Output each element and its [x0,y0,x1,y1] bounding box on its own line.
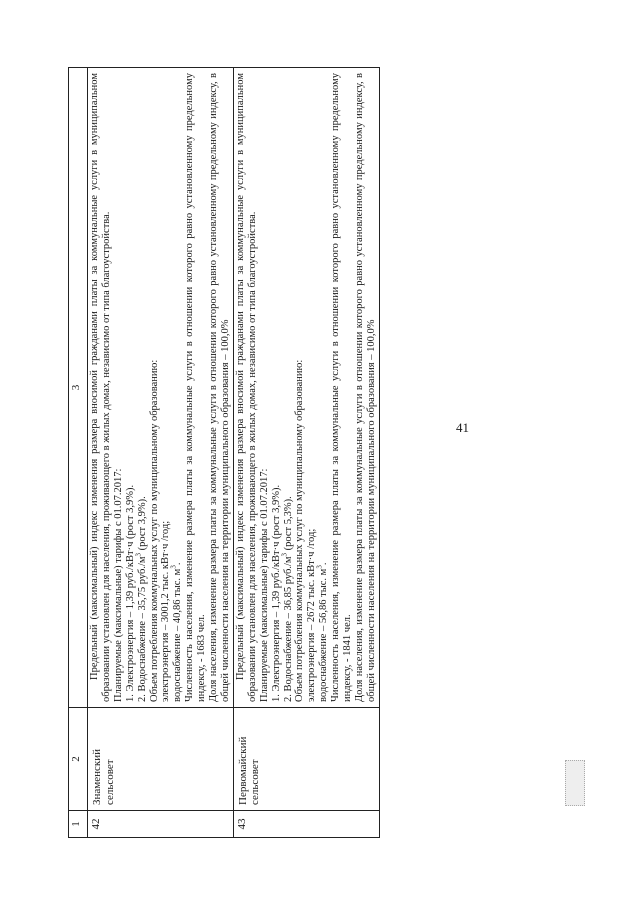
table-header-row [69,68,88,838]
table-row [88,68,234,838]
municipality-name: Первомайский сельсовет [233,708,379,811]
row-number: 43 [233,811,379,838]
tariffs-heading: Планируемые (максимальные) тарифы с 01.07.2017: [112,468,124,702]
electricity-tariff: 1. Электроэнергия – 1,39 руб./кВт·ч (рост 3,9%). [124,484,136,702]
header-col-1: 1 [69,811,88,838]
electricity-tariff: 1. Электроэнергия – 1,39 руб./кВт·ч (рост 3,9%). [270,484,282,702]
water-tariff: 2. Водоснабжение – 35,75 $руб./м^3$ (рост 3,9%). [134,496,148,702]
index-paragraph: Предельный (максимальный) индекс изменения размера вносимой гражданами платы за коммунальные услуги в муниципальном образовании установлен для населения, проживающего в жилых домах, независимо от типа благоустройства. [89,73,112,702]
electricity-consumption: электроэнергия – 2672 тыс. кВт·ч /год; [306,528,318,702]
population-share: Доля населения, изменение размера платы за коммунальные услуги в отношении которого равно установленному предельному индексу, в общей численности населения на территории муниципального образования – 100,0% [353,73,377,702]
index-paragraph: Предельный (максимальный) индекс изменения размера вносимой гражданами платы за коммунальные услуги в муниципальном образовании установлен для населения, проживающего в жилых домах, независимо от типа благоустройства. [234,73,258,702]
electricity-consumption: электроэнергия – 3001,2 тыс. кВт·ч /год; [160,520,172,702]
description-cell [88,68,234,708]
water-consumption: водоснабжение – 56,86 тыс. $м^3$. [315,562,330,702]
scan-stamp-mark [565,760,585,806]
consumption-heading: Объем потребления коммунальных услуг по муниципальному образованию: [294,359,306,702]
consumption-heading: Объем потребления коммунальных услуг по муниципальному образованию: [148,359,160,702]
water-consumption: водоснабжение – 40,86 тыс. $м^3$. [169,562,184,702]
water-tariff: 2. Водоснабжение – 36,85 $руб./м^3$ (рост 5,3%). [280,496,294,702]
utilities-table [68,67,380,838]
table-row [233,68,379,838]
description-cell [233,68,379,708]
municipality-name: Знаменский сельсовет [88,708,234,811]
tariffs-heading: Планируемые (максимальные) тарифы с 01.07.2017: [258,468,270,702]
header-col-3: 3 [69,68,88,708]
rotated-page-content [68,68,568,838]
population-count: Численность населения, изменение размера платы за коммунальные услуги в отношении которого равно установленному предельному индексу, - 1683 чел. [184,73,208,702]
header-col-2: 2 [69,708,88,811]
row-number: 42 [88,811,234,838]
population-share: Доля населения, изменение размера платы за коммунальные услуги в отношении которого равно установленному предельному индексу, в общей численности населения на территории муниципального образования – 100,0% [208,73,231,702]
page-number: 41 [456,420,469,435]
population-count: Численность населения, изменение размера платы за коммунальные услуги в отношении которого равно установленному предельному индексу, - 1841 чел. [330,73,354,702]
